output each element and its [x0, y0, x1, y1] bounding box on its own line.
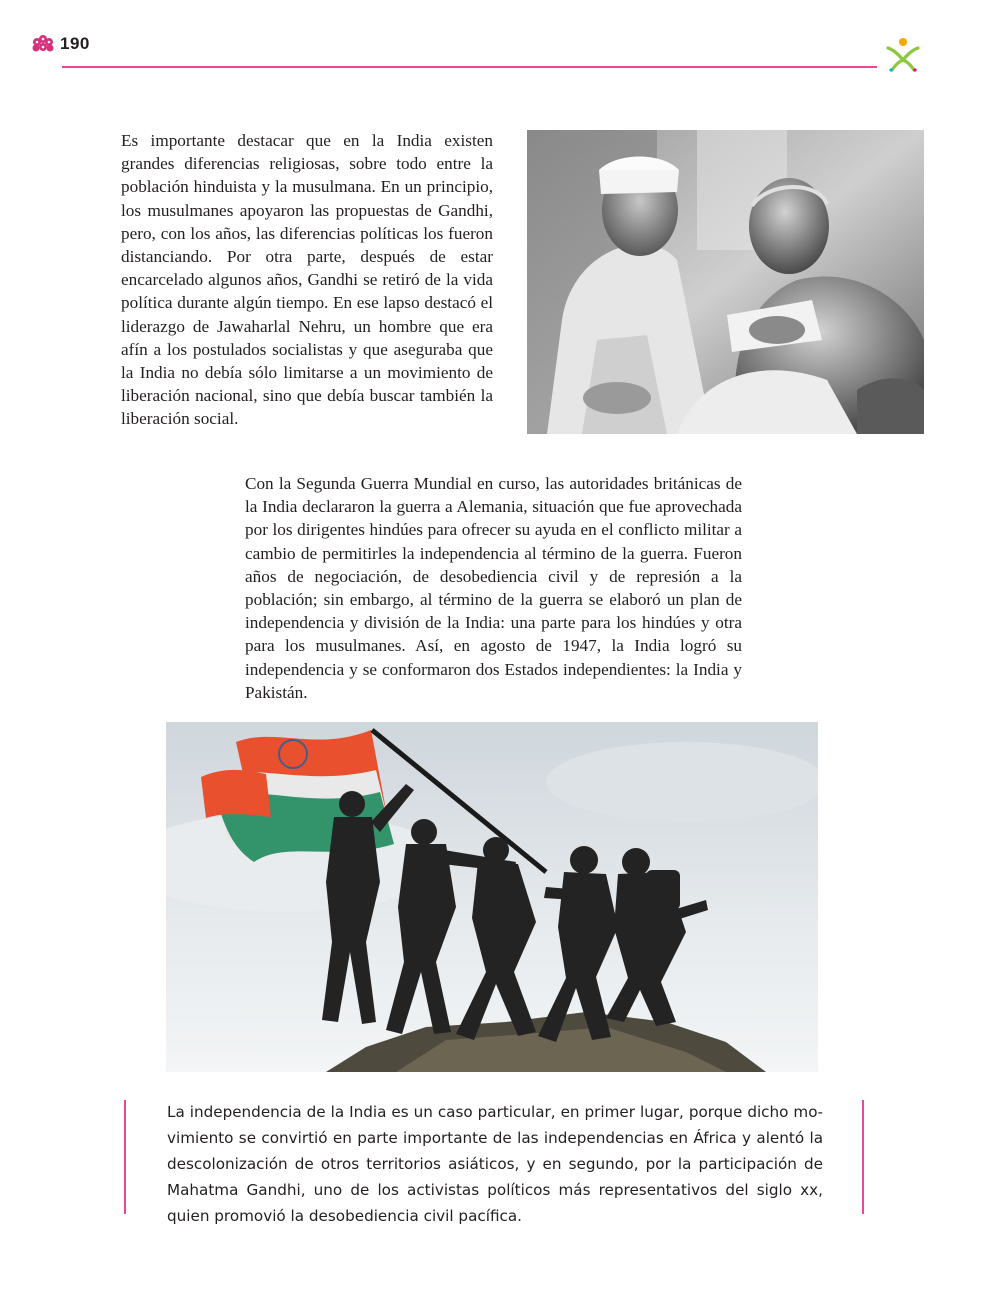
callout-right-border: [862, 1100, 864, 1214]
callout-left-border: [124, 1100, 126, 1214]
photo-nehru-gandhi: [527, 130, 924, 434]
callout-india-independence: La independencia de la India es un caso particular, en primer lugar, porque dicho movimiento se convirtió en parte importante de las independencias en África y alentó la descolonización de otros territorios asiáticos, y en segundo, por la participación de Mahatma Gandhi, uno de los activistas políticos más representativos del siglo xx, quien promovió la desobediencia civil pacífica.: [167, 1103, 823, 1225]
person-sprout-logo: [884, 36, 922, 77]
page-number: 190: [60, 34, 90, 53]
paragraph-ww2-independence: Con la Segunda Guerra Mundial en curso, las autoridades británicas de la India declararon la guerra a Alemania, situación que fue aprovechada por los dirigentes hindúes para ofrecer su ayuda en el conflicto militar a cambio de permitirles la independencia al término de la guerra. Fueron años de negociación, de desobediencia civil y de represión a la población; sin embargo, al término de la guerra se elaboró un plan de independencia y división de la India: una parte para los hindúes y otra para los musulmanes. Así, en agosto de 1947, la India logró su independencia y se conformaron dos Estados independientes: la India y Pakistán.: [245, 474, 742, 702]
paragraph-religious-differences: Es importante destacar que en la India existen grandes diferencias religiosas, sobre todo entre la población hinduista y la musulmana. En un principio, los musulmanes apoyaron las propuestas de Gandhi, pero, con los años, las diferencias políticas los fueron distanciando. Por otra parte, después de estar encarcelado algunos años, Gandhi se retiró de la vida política durante algún tiempo. En ese lapso destacó el liderazgo de Jawaharlal Nehru, un hombre que era afín a los postulados socialistas y que aseguraba que la India no debía sólo limitarse a un movimiento de liberación nacional, sino que debía buscar también la liberación social.: [121, 131, 493, 429]
header-divider: [62, 66, 877, 68]
flower-icon: [30, 33, 56, 58]
photo-independence-memorial: [166, 722, 818, 1072]
